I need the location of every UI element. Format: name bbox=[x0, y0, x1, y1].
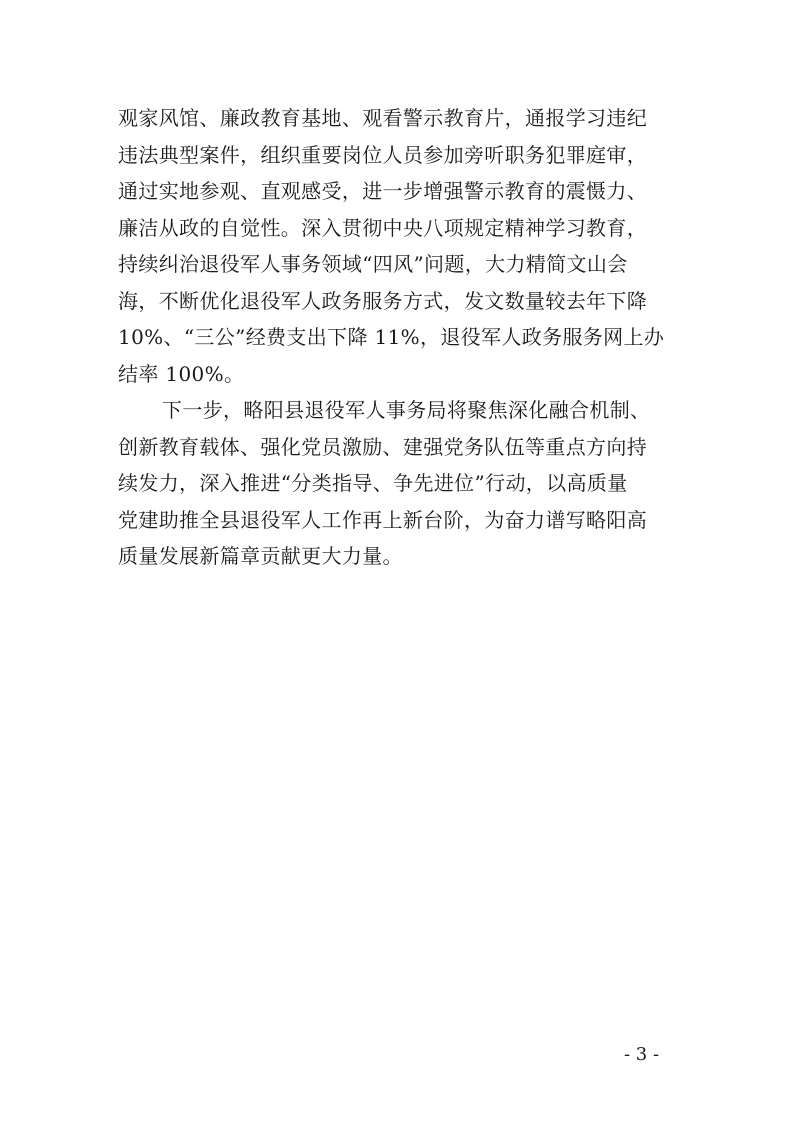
paragraph-line: 结率 100%。 bbox=[118, 361, 245, 386]
paragraph-line: 持续纠治退役军人事务领域“四风”问题，大力精简文山会 bbox=[118, 252, 628, 276]
body-text bbox=[118, 100, 678, 575]
paragraph-line: 续发力，深入推进“分类指导、争先进位”行动，以高质量 bbox=[118, 471, 628, 495]
paragraph-2 bbox=[118, 392, 678, 575]
paragraph-line: 质量发展新篇章贡献更大力量。 bbox=[118, 544, 403, 568]
paragraph-line: 廉洁从政的自觉性。深入贯彻中央八项规定精神学习教育， bbox=[118, 215, 648, 240]
paragraph-line: 下一步，略阳县退役军人事务局将聚焦深化融合机制、 bbox=[162, 398, 651, 422]
paragraph-line: 党建助推全县退役军人工作再上新台阶，为奋力谱写略阳高 bbox=[118, 507, 648, 532]
page-number: - 3 - bbox=[624, 1044, 660, 1065]
paragraph-line: 通过实地参观、直观感受，进一步增强警示教育的震慑力、 bbox=[118, 179, 648, 203]
paragraph-line: 海，不断优化退役军人政务服务方式，发文数量较去年下降 bbox=[118, 288, 648, 313]
paragraph-line: 创新教育载体、强化党员激励、建强党务队伍等重点方向持 bbox=[118, 434, 648, 459]
paragraph-line: 观家风馆、廉政教育基地、观看警示教育片，通报学习违纪 bbox=[118, 106, 648, 130]
paragraph-line: 10%、“三公”经费支出下降 11%，退役军人政务服务网上办 bbox=[118, 325, 665, 349]
paragraph-1 bbox=[118, 100, 678, 392]
paragraph-line: 违法典型案件，组织重要岗位人员参加旁听职务犯罪庭审， bbox=[118, 142, 648, 167]
